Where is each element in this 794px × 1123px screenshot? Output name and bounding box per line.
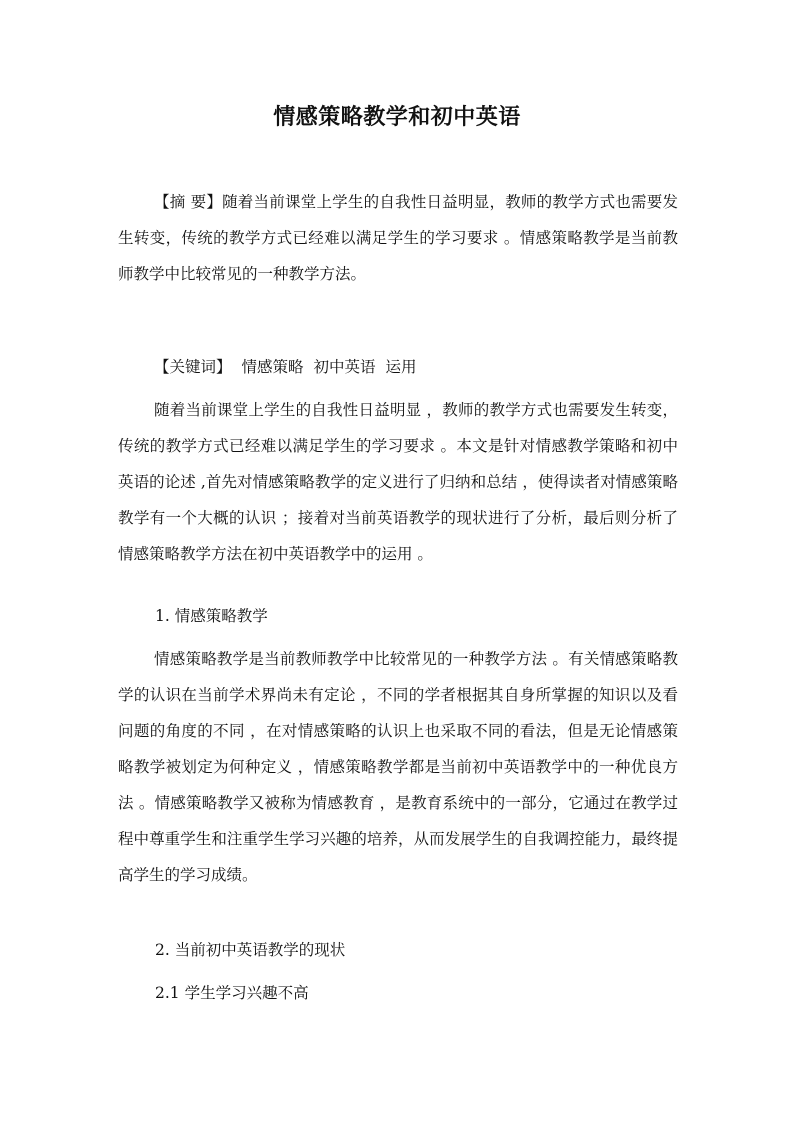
keywords-label: 【关键词】: [154, 358, 232, 376]
keyword-item: 情感策略: [241, 358, 304, 376]
section-heading-1: 1. 情感策略教学: [155, 607, 268, 625]
section-1-paragraph: 情感策略教学是当前教师教学中比较常见的一种教学方法 。有关情感策略教学的认识在当前学术界尚未有定论 ，不同的学者根据其自身所掌握的知识以及看问题的角度的不同 ，在对情感策略的认识上也采取不同的看法，但是无论情感策略教学被划定为何种定义 ，情感策略教学都是当前初中英语教学中的一种优良方法 。情感策略教学又被称为情感教育 ，是教育系统中的一部分，它通过在教学过程中尊重学生和注重学生学习兴趣的培养，从而发展学生的自我调控能力，最终提高学生的学习成绩。: [118, 650, 678, 884]
keyword-item: 运用: [385, 358, 417, 376]
section-heading-2: 2. 当前初中英语教学的现状: [155, 941, 346, 959]
intro-paragraph: 随着当前课堂上学生的自我性日益明显 ，教师的教学方式也需要发生转变，传统的教学方式已经难以满足学生的学习要求 。本文是针对情感教学策略和初中英语的论述 ,首先对情感策略教学的定义进行了归纳和总结 ，使得读者对情感策略教学有一个大概的认识 ；接着对当前英语教学的现状进行了分析，最后则分析了情感策略教学方法在初中英语教学中的运用 。: [118, 401, 678, 563]
keywords-line: [118, 349, 678, 385]
abstract-paragraph: 【摘 要】随着当前课堂上学生的自我性日益明显，教师的教学方式也需要发生转变，传统的教学方式已经难以满足学生的学习要求 。情感策略教学是当前教师教学中比较常见的一种教学方法。: [118, 193, 678, 283]
keyword-item: 初中英语: [313, 358, 376, 376]
section-heading-2-1: 2.1 学生学习兴趣不高: [155, 984, 309, 1002]
document-title: 情感策略教学和初中英语: [273, 104, 521, 130]
